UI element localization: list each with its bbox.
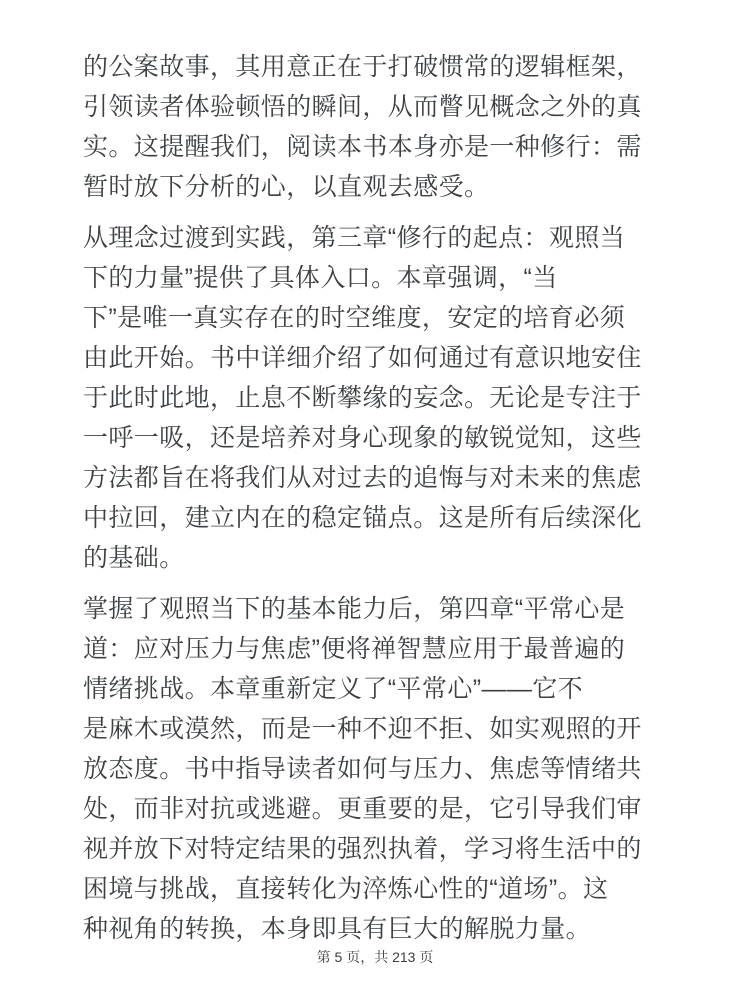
text-line: 方法都旨在将我们从对过去的追悔与对未来的焦虑 bbox=[83, 464, 642, 492]
text-line: 实。这提醒我们，阅读本书本身亦是一种修行：需 bbox=[83, 133, 642, 161]
text-line: 的公案故事，其用意正在于打破惯常的逻辑框架， bbox=[83, 53, 642, 81]
text-line: 从理念过渡到实践，第三章“修行的起点：观照当 bbox=[83, 224, 626, 252]
text-line: 种视角的转换，本身即具有巨大的解脱力量。 bbox=[83, 915, 592, 943]
text-line: 下的力量”提供了具体入口。本章强调，“当 bbox=[83, 264, 558, 292]
text-line: 放态度。书中指导读者如何与压力、焦虑等情绪共 bbox=[83, 755, 642, 783]
page-number-footer: 第 5 页，共 213 页 bbox=[316, 949, 434, 965]
paragraph bbox=[83, 218, 693, 578]
text-line: 道：应对压力与焦虑”便将禅智慧应用于最普遍的 bbox=[83, 635, 626, 663]
text-line: 中拉回，建立内在的稳定锚点。这是所有后续深化 bbox=[83, 504, 642, 532]
paragraph bbox=[83, 47, 693, 207]
text-line: 引领读者体验顿悟的瞬间，从而瞥见概念之外的真 bbox=[83, 93, 642, 121]
text-line: 困境与挑战，直接转化为淬炼心性的“道场”。这 bbox=[83, 875, 609, 903]
text-line: 一呼一吸，还是培养对身心现象的敏锐觉知，这些 bbox=[83, 424, 642, 452]
text-line: 情绪挑战。本章重新定义了“平常心”——它不 bbox=[83, 675, 584, 703]
text-line: 于此时此地，止息不断攀缘的妄念。无论是专注于 bbox=[83, 384, 642, 412]
text-line: 是麻木或漠然，而是一种不迎不拒、如实观照的开 bbox=[83, 715, 642, 743]
document-body-text bbox=[83, 47, 693, 960]
text-line: 视并放下对特定结果的强烈执着，学习将生活中的 bbox=[83, 835, 642, 863]
paragraph bbox=[83, 589, 693, 949]
text-line: 的基础。 bbox=[83, 544, 185, 572]
text-line: 掌握了观照当下的基本能力后，第四章“平常心是 bbox=[83, 595, 626, 623]
text-line: 暂时放下分析的心，以直观去感受。 bbox=[83, 173, 490, 201]
text-line: 由此开始。书中详细介绍了如何通过有意识地安住 bbox=[83, 344, 642, 372]
text-line: 处，而非对抗或逃避。更重要的是，它引导我们审 bbox=[83, 795, 642, 823]
text-line: 下”是唯一真实存在的时空维度，安定的培育必须 bbox=[83, 304, 626, 332]
